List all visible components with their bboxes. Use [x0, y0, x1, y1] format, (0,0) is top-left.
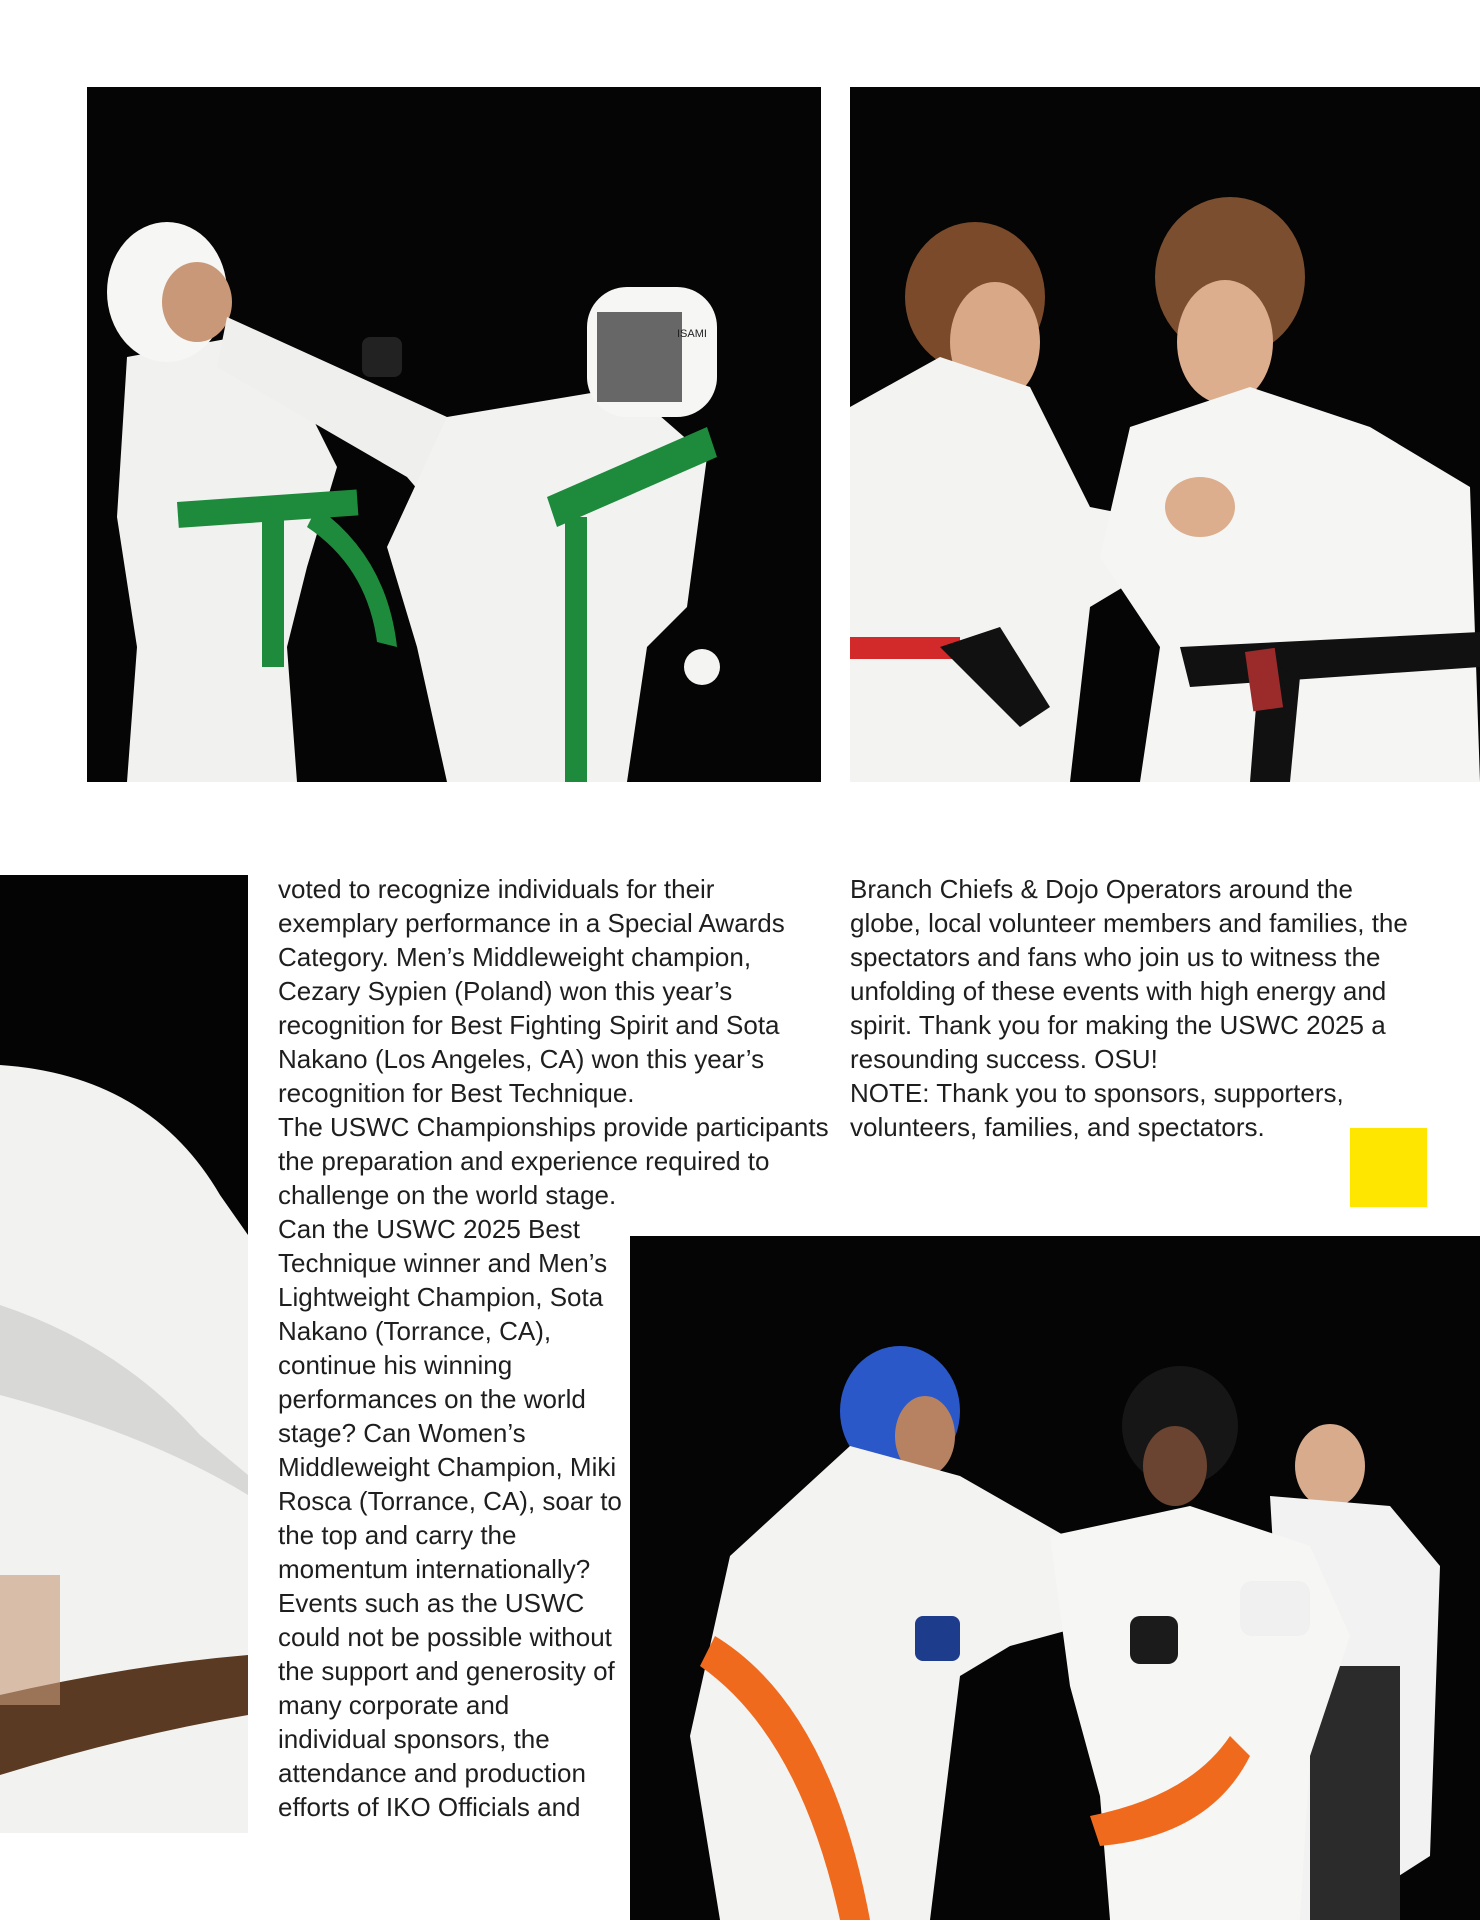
article-paragraph: Events such as the USWC could not be possible without the support and generosity of many corporate and individual sponsors, the attendance and production efforts of IKO Officials and [278, 1588, 615, 1822]
helmet-brand-text: ISAMI [677, 328, 707, 340]
article-paragraph: Branch Chiefs & Dojo Operators around the globe, local volunteer members and families, the spectators and fans who join us to witness the unfolding of these events with high energy and spirit. Thank you for making the USWC 2025 a resounding success. OSU! [850, 874, 1408, 1074]
article-paragraph: The USWC Championships provide participants the preparation and experience required to challenge on the world stage. [278, 1112, 829, 1210]
photo-youth-kick [87, 87, 821, 782]
photo-adult-sparring [850, 87, 1480, 782]
yellow-accent-square [1350, 1128, 1427, 1207]
article-paragraph: Can the USWC 2025 Best Technique winner and Men’s Lightweight Champion, Sota Nakano (Torrance, CA), continue his winning performances on the world stage? Can Women’s Middleweight Champion, Miki Rosca (Torrance, CA), soar to the top and carry the momentum internationally? [278, 1214, 622, 1584]
article-column-left [278, 872, 838, 1824]
article-column-right [850, 872, 1410, 1144]
photo-gi-closeup [0, 875, 248, 1833]
article-note: NOTE: Thank you to sponsors, supporters, volunteers, families, and spectators. [850, 1078, 1344, 1142]
article-paragraph: voted to recognize individuals for their exemplary performance in a Special Awards Category. Men’s Middleweight champion, Cezary Sypien (Poland) won this year’s recognition for Best Fighting Spirit and Sota Nakano (Los Angeles, CA) won this year’s recognition for Best Technique. [278, 874, 785, 1108]
